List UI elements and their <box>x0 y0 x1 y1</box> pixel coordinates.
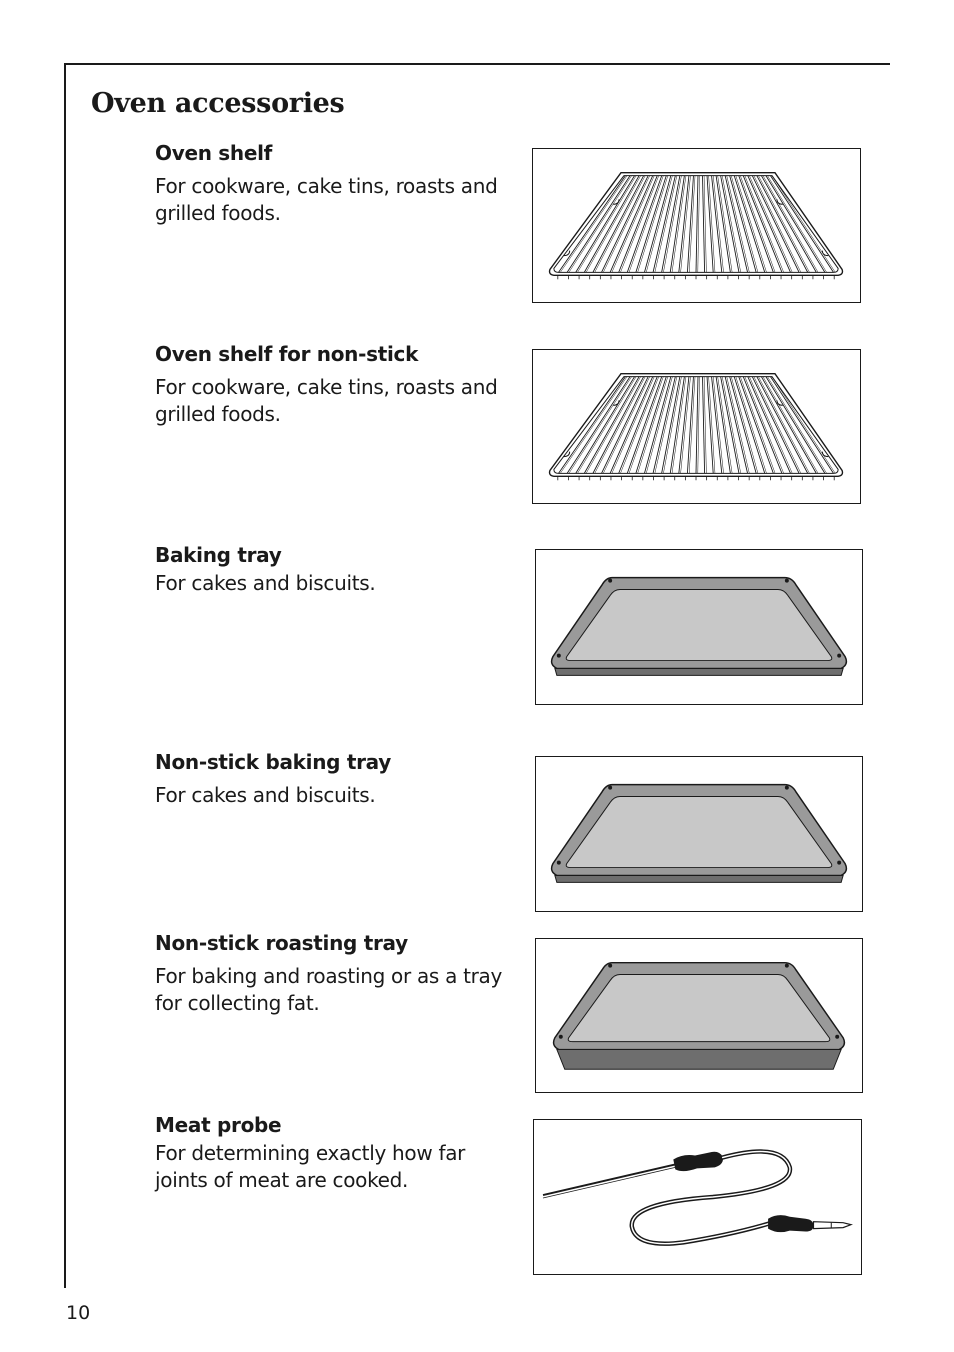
item-description: For cookware, cake tins, roasts and grilled foods. <box>155 174 498 225</box>
item-description: For cakes and biscuits. <box>155 571 376 595</box>
item-title: Oven shelf <box>155 141 273 165</box>
page-title: Oven accessories <box>91 88 345 119</box>
item-description: For cookware, cake tins, roasts and grilled foods. <box>155 375 498 426</box>
top-rule <box>64 63 890 65</box>
left-rule <box>64 63 66 1288</box>
item-description: For determining exactly how far joints of meat are cooked. <box>155 1141 466 1192</box>
item-title: Baking tray <box>155 543 282 567</box>
meat-probe-icon <box>533 1119 862 1275</box>
item-title: Non-stick baking tray <box>155 750 391 774</box>
item-title: Oven shelf for non-stick <box>155 342 419 366</box>
wire-shelf-icon <box>532 349 861 504</box>
item-title: Non-stick roasting tray <box>155 931 408 955</box>
wire-shelf-icon <box>532 148 861 303</box>
roasting-tray-icon <box>535 938 863 1093</box>
item-description: For cakes and biscuits. <box>155 783 376 807</box>
baking-tray-icon <box>535 756 863 912</box>
item-description: For baking and roasting or as a tray for collecting fat. <box>155 964 503 1015</box>
baking-tray-icon <box>535 549 863 705</box>
item-title: Meat probe <box>155 1113 282 1137</box>
page-number: 10 <box>66 1302 91 1324</box>
